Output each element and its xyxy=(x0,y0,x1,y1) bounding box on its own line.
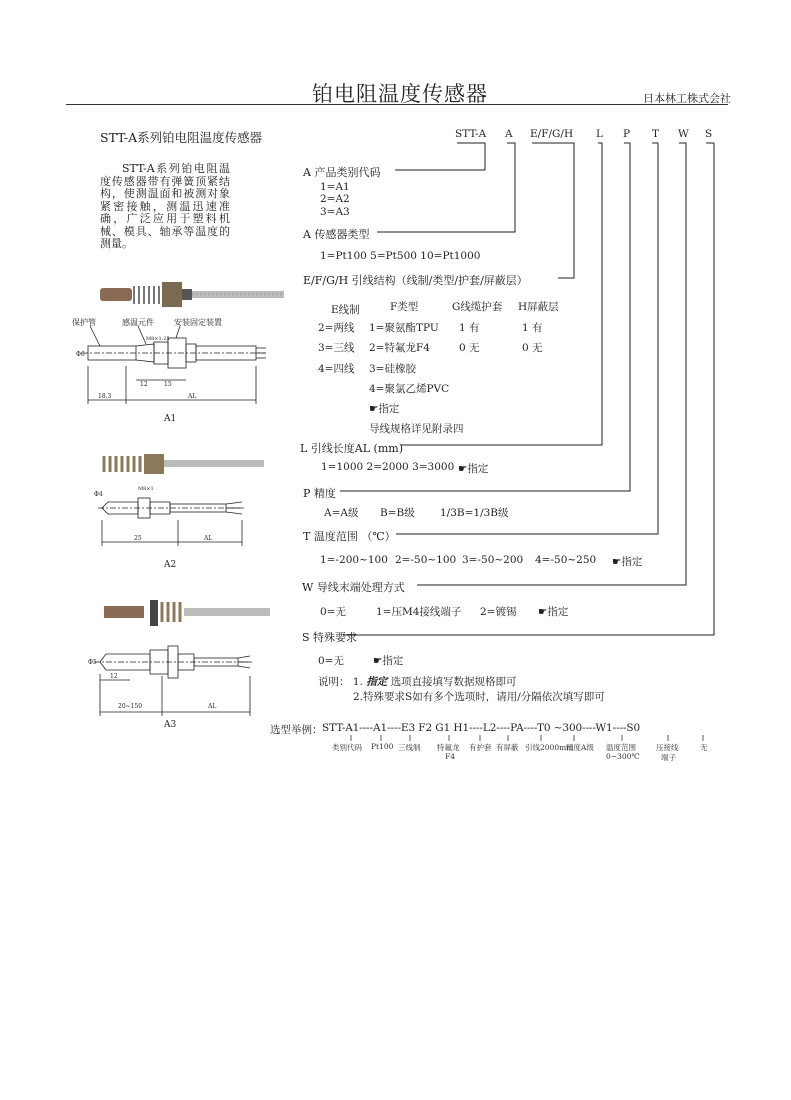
code-w: W xyxy=(678,128,689,140)
f-option: 3=硅橡胶 xyxy=(369,363,416,375)
example-caption: 特氟龙 xyxy=(437,743,460,752)
example-caption: 端子 xyxy=(661,753,676,762)
l-custom: ☛指定 xyxy=(458,463,489,475)
a1-figure-label: A1 xyxy=(164,414,177,424)
a2-product-photo xyxy=(100,452,270,476)
f-option-custom: ☛指定 xyxy=(369,403,400,415)
e-option: 2=两线 xyxy=(318,322,355,334)
a2-figure-label: A2 xyxy=(164,560,177,570)
e-option: 3=三线 xyxy=(318,342,355,354)
a1-dim: M8×1.25 xyxy=(146,336,170,342)
notes-line-1: 说明： 1. 指定 选项直接填写数据规格即可 xyxy=(318,676,517,688)
f-option: 1=聚氨酯TPU xyxy=(369,322,439,334)
efgh-col-header: E线制 xyxy=(331,304,360,316)
h-option: 1 有 xyxy=(522,322,543,334)
section-a2-title: A 传感器类型 xyxy=(303,228,370,241)
code-a: A xyxy=(505,128,513,140)
p-option: B=B级 xyxy=(380,507,415,519)
a1-dim: AL xyxy=(188,393,197,400)
a3-dim: 12 xyxy=(110,673,118,680)
example-caption: 0~300℃ xyxy=(606,752,640,761)
a2-options: 1=Pt100 5=Pt500 10=Pt1000 xyxy=(320,250,481,262)
example-caption: 引线2000mm xyxy=(525,743,574,752)
t-option: 1=-200~100 xyxy=(320,554,388,566)
a2-dim: AL xyxy=(204,535,213,542)
a1-label: 感温元件 xyxy=(122,318,154,327)
a3-dim: Φ5 xyxy=(88,659,97,666)
a1-label: 保护管 xyxy=(72,318,96,327)
a1-technical-drawing xyxy=(70,316,270,411)
w-option: 2=镀锡 xyxy=(480,606,517,618)
code-s: S xyxy=(705,128,713,140)
a3-product-photo xyxy=(100,598,275,628)
a3-technical-drawing xyxy=(88,640,258,720)
section-s-title: S 特殊要求 xyxy=(302,631,358,644)
page-title: 铂电阻温度传感器 xyxy=(312,82,488,106)
s-custom: ☛指定 xyxy=(373,655,404,667)
section-efgh-title: E/F/G/H 引线结构（线制/类型/护套/屏蔽层） xyxy=(303,274,528,287)
example-label: 选型举例： xyxy=(270,724,323,736)
f-option: 4=聚氯乙烯PVC xyxy=(369,383,450,395)
section-p-title: P 精度 xyxy=(303,487,336,500)
a2-technical-drawing xyxy=(94,480,254,550)
efgh-col-header: F类型 xyxy=(390,301,419,313)
a3-dim: AL xyxy=(208,703,217,710)
a1-dim: 18.3 xyxy=(98,393,112,400)
f-option: 2=特氟龙F4 xyxy=(369,342,430,354)
w-option: 1=压M4接线端子 xyxy=(376,606,462,618)
a1-option: 2=A2 xyxy=(320,193,350,205)
company-name: 日本林工株式会社 xyxy=(643,92,731,105)
section-l-title: L 引线长度AL (mm) xyxy=(300,442,403,455)
s-option: 0=无 xyxy=(318,655,344,667)
code-efgh: E/F/G/H xyxy=(530,128,574,140)
hand-pointer-icon: ☛ xyxy=(373,655,383,667)
product-subtitle: STT-A系列铂电阻温度传感器 xyxy=(100,130,263,145)
a1-dim: 12 xyxy=(140,381,148,388)
example-caption: 有护套 xyxy=(469,743,492,752)
a1-dim: Φ6 xyxy=(76,351,85,358)
a1-option: 3=A3 xyxy=(320,206,350,218)
example-caption: 类别代码 xyxy=(332,743,362,752)
g-option: 0 无 xyxy=(459,342,480,354)
example-caption: F4 xyxy=(445,752,455,761)
p-option: 1/3B=1/3B级 xyxy=(440,507,509,519)
a2-dim: 25 xyxy=(134,535,142,542)
code-p: P xyxy=(623,128,631,140)
example-caption: 有屏蔽 xyxy=(496,743,519,752)
code-l: L xyxy=(596,128,603,140)
hand-pointer-icon: ☛ xyxy=(538,606,548,618)
a2-dim: M8×1 xyxy=(138,486,154,492)
a1-option: 1=A1 xyxy=(320,181,350,193)
h-option: 0 无 xyxy=(522,342,543,354)
example-caption: Pt100 xyxy=(371,742,394,751)
t-custom: ☛指定 xyxy=(612,556,643,568)
a3-dim: 20~150 xyxy=(118,703,143,710)
t-option: 2=-50~100 xyxy=(395,554,457,566)
a1-label: 安装固定装置 xyxy=(174,318,222,327)
a1-dim: 15 xyxy=(164,381,172,388)
efgh-col-header: G线缆护套 xyxy=(452,301,503,313)
example-caption: 精度A级 xyxy=(566,743,594,752)
a3-figure-label: A3 xyxy=(164,720,177,730)
p-option: A=A级 xyxy=(324,507,359,519)
hand-pointer-icon: ☛ xyxy=(458,463,468,475)
example-caption: 压接线 xyxy=(656,743,679,752)
e-option: 4=四线 xyxy=(318,363,355,375)
code-stt-a: STT-A xyxy=(455,128,487,140)
hand-pointer-icon: ☛ xyxy=(612,556,622,568)
section-t-title: T 温度范围 （℃） xyxy=(303,530,396,543)
section-w-title: W 导线末端处理方式 xyxy=(302,581,405,594)
example-caption: 无 xyxy=(700,743,708,752)
notes-line-2: 2.特殊要求S如有多个选项时，请用/分隔依次填写即可 xyxy=(353,691,605,703)
example-caption: 三线制 xyxy=(398,743,421,752)
w-custom: ☛指定 xyxy=(538,606,569,618)
t-option: 3=-50~200 xyxy=(462,554,524,566)
w-option: 0=无 xyxy=(320,606,346,618)
code-t: T xyxy=(652,128,660,140)
section-a1-title: A 产品类别代码 xyxy=(303,166,381,179)
example-caption: 温度范围 xyxy=(606,743,636,752)
l-options: 1=1000 2=2000 3=3000 xyxy=(321,461,455,473)
a2-dim: Φ4 xyxy=(94,491,103,498)
g-option: 1 有 xyxy=(459,322,480,334)
a1-product-photo xyxy=(98,280,288,310)
efgh-col-header: H屏蔽层 xyxy=(518,301,559,313)
f-note: 导线规格详见附录四 xyxy=(369,423,464,435)
hand-pointer-icon: ☛ xyxy=(369,403,379,415)
t-option: 4=-50~250 xyxy=(535,554,597,566)
product-description: STT-A系列铂电阻温度传感器带有弹簧顶紧结构，使测温面和被测对象紧密接触，测温迅速准确，广泛应用于塑料机械、模具、轴承等温度的测量。 xyxy=(100,162,230,250)
example-code: STT-A1----A1----E3 F2 G1 H1----L2----PA----T0 ~300----W1----S0 xyxy=(322,722,641,734)
